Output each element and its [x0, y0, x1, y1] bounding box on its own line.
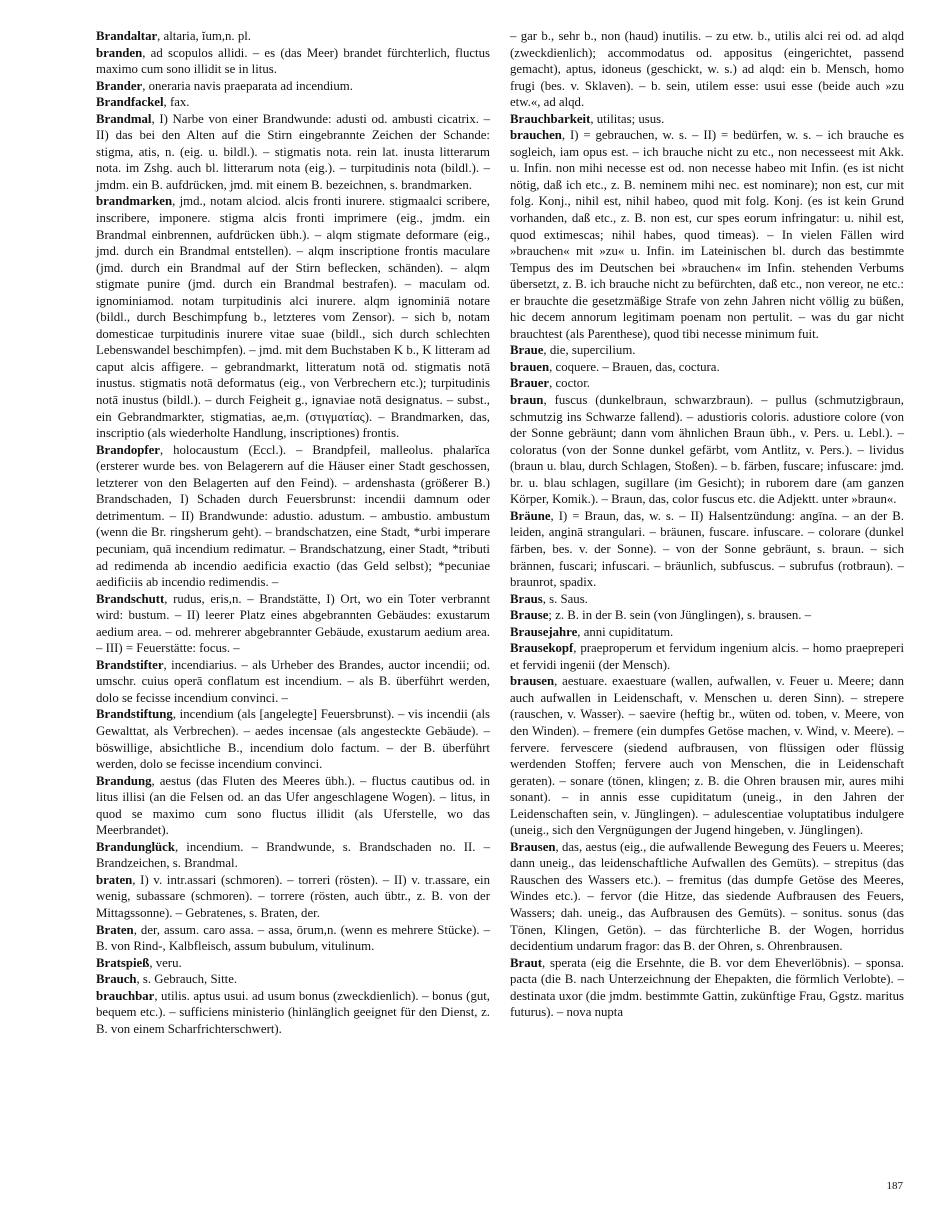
dictionary-entry [510, 375, 904, 392]
headword: Brandmal [96, 111, 152, 126]
headword: Bräune [510, 508, 551, 523]
entry-body: , fax. [163, 95, 190, 110]
entry-body: , coctor. [549, 376, 590, 391]
dictionary-entry [510, 673, 904, 838]
headword: brauen [510, 359, 550, 374]
entry-body: , oneraria navis praeparata ad incendium. [142, 78, 353, 93]
headword: Bratspieß [96, 955, 150, 970]
entry-body: , I) = Braun, das, w. s. – II) Halsentzündung: angīna. – an der B. leiden, anginā strangulari. – bräunen, fuscare. infuscare. – colorare (dunkel färben, bes. v. der Sonne). – von der Sonne gebräunt, s. braun. – sich brännen, fuscari; infuscari. – bräunlich, subfuscus. – subrufus (rotbraun). – braunrot, spadix. [510, 508, 904, 590]
entry-body: , veru. [149, 955, 182, 970]
dictionary-entry [96, 922, 490, 955]
headword: Braut [510, 955, 542, 970]
dictionary-entry [96, 988, 490, 1038]
entry-body: , altaria, ĭum,n. pl. [157, 29, 251, 43]
dictionary-entry [96, 971, 490, 988]
dictionary-entry [510, 342, 904, 359]
entry-body: , rudus, eris,n. – Brandstätte, I) Ort, wo ein Toter verbrannt wird: bustum. – II) leerer Platz eines abgebrannten Gebäudes: exustarum aedium area. – od. mehrerer abgebrannter Gebäude, exustarum aedium area. – III) = Feuerstätte: focus. – [96, 591, 490, 656]
entry-body: , s. Saus. [542, 591, 588, 606]
headword: Brandunglück [96, 839, 175, 854]
dictionary-entry [96, 111, 490, 194]
headword: Brandstifter [96, 657, 164, 672]
dictionary-entry [510, 839, 904, 955]
entry-body: , I) Narbe von einer Brandwunde: adusti od. ambusti cicatrix. – II) das bei den Alten auf die Stirn eingebrannte Zeichen der Schande: stigma, atis, n. (eig. u. bildl.). – stigmatis nota. rein lat. inusta litterarum nota. im Zshg. auch bl. litterarum nota (eig.). – turpitudinis nota (bildl.). – jmdm. ein B. aufdrücken, jmd. mit einem B. bezeichnen, s. brandmarken. [96, 111, 490, 192]
headword: brauchen [510, 128, 562, 143]
entry-body: , das, aestus (eig., die aufwallende Bewegung des Feuers u. Meeres; dann uneig., das leidenschaftliche Aufwallen des Gemüts). – strepitus (das Rauschen des Wassers etc.). – fremitus (das dumpfe Getöse des Meeres, Windes etc.). – fervor (die Hitze, das siedende Aufbrausen des Feuers, Wassers; dah. uneig., das Aufbrausen des Gemüts). – sonitus. sonus (das Tönen, Klingen, Getön). – das fürchterliche B. der Wogen, horridus decidentium undarum fragor: das B. der Ohren, s. Ohrenbrausen. [510, 839, 904, 954]
entry-body: , I) v. intr.assari (schmoren). – torreri (rösten). – II) v. tr.assare, ein wenig, subassare (schmoren). – torrere (rösten, auch übtr., z. B. von der Mittagssonne). – Gebratenes, s. Braten, der. [96, 872, 490, 920]
entry-body: , aestus (das Fluten des Meeres übh.). – fluctus cautibus od. in litus illisi (an die Felsen od. an das Ufer angeschlagene Wogen). – litus, in quod se maximo cum sono fluctus illidit (als Uferstelle, wo das Meerbrandet). [96, 773, 490, 838]
dictionary-entry [510, 359, 904, 376]
headword: Braus [510, 591, 543, 606]
dictionary-entry [510, 607, 904, 624]
entry-body: , jmd., notam alciod. alcis fronti inurere. stigmaalci scribere, inscribere, imponere. stigma alcis fronti imprimere (eig., jmdm. ein Brandmal einbrennen, aufdrücken übh.). – alqm stigmate deformare (eig., jmd. durch ein Brandmal entstellen). – alqm inscriptione frontis maculare (jmd. durch ein Brandmal auf der Stirn beflecken, schänden). – alqm stigmate punire (jmd. durch ein Brandmal bestrafen). – maculam od. ignominiamod. notam turpitudinis alci inurere. alqm ignominiā notare (bildl., durch Beschimpfung b., letzteres vom Zensor). – sich b, notam domesticae turpitudinis inurere vitae suae (bildl., sich durch schlechten Lebenswandel beschimpfen). – jmd. mit dem Buchstaben K b., K litteram ad caput alcis affigere. – gebrandmarkt, litteratum notā od. stigmatis notā inustus. stigmatis notā deformatus (eig., von Verbrechern etc.); turpitudinis notā inustus (bildl.). – durch Feigheit g., ignaviae notā designatus. – subst., ein Gebrandmarkter, stigmatias, ae,m. (στιγματίας). – Brandmarken, das, inscriptio (als wiederholte Handlung, inscriptiones) frontis. [96, 194, 490, 441]
entry-body: , sperata (eig die Ersehnte, die B. vor dem Eheverlöbnis). – sponsa. pacta (die B. nach Unterzeichnung der Ehepakten, die förmlich Verlobte). – destinata uxor (die jmdm. bestimmte Gattin, zukünftige Frau, Ggstz. maritus futurus). – nova nupta [510, 955, 904, 1020]
dictionary-entry [96, 591, 490, 657]
entry-body: , incendium (als [angelegte] Feuersbrunst). – vis incendii (als Gewalttat, als Verbrechen). – aedes incensae (als angesteckte Gebäude). – böswillige, absichtliche B., incendium dolo factum. – der B. überführt werden, dolo se fecisse incendium convinci. [96, 707, 490, 772]
dictionary-entry [510, 28, 904, 111]
headword: Brandung [96, 773, 152, 788]
headword: Brauer [510, 376, 550, 391]
dictionary-entry [96, 657, 490, 707]
dictionary-entry [510, 111, 904, 128]
entry-body: , holocaustum (Eccl.). – Brandpfeil, malleolus. phalarĭca (ersterer wurde bes. von Belagerern auf die Häuser einer Stadt geschossen, letzterer von den Belagerten auf den Feind). – ardenshasta (größerer B.) Brandschaden, I) Schaden durch Feuersbrunst: incendii damnum oder detrimentum. – II) Brandwunde: adustio. adustum. – ambustio. ambustum (wenn die Br. ringsherum geht). – brandschatzen, eine Stadt, *urbi imperare pecuniam, quā incendium redimatur. – Brandschatzung, einer Stadt, *tributi ad redimenda ab incendio aedificia exactio (das Geld selbst); *pecuniae aedificiis ab incendio redimendis. – [96, 442, 490, 590]
headword: Brausejahre [510, 624, 578, 639]
dictionary-entry [96, 706, 490, 772]
headword: Brausekopf [510, 641, 574, 656]
headword: Brauch [96, 972, 137, 987]
headword: Brauchbarkeit [510, 111, 591, 126]
dictionary-entry [96, 442, 490, 591]
dictionary-entry [96, 773, 490, 839]
dictionary-entry [96, 28, 490, 45]
dictionary-entry [96, 839, 490, 872]
headword: branden [96, 45, 143, 60]
entry-body: , utilitas; usus. [590, 111, 665, 126]
entry-body: , I) = gebrauchen, w. s. – II) = bedürfen, w. s. – ich brauche es sogleich, iam opus est. – ich brauche nicht zu etc., non necesseest mit Akk. u. Infin. non mihi necesse est od. non necesse habeo mit Infin. (es ist nicht nötig, daß ich etc., z. B. neminem mihi nec. est nominare); non est, cur mit folg. Konj., nihil est, nihil habeo, quod mit folg. Konj. (es ist kein Grund vorhanden, daß etc., z. B. non est, cur spes eorum infringatur: u. nihil est, quod extimescas; nihil habes, quod timeas). – In vielen Fällen wird »brauchen« mit »zu« u. Infin. im Lateinischen bl. durch das bestimmte Tempus des im Deutschen bei »brauchen« im Infin. stehenden Verbums übersetzt, z. B. ich brauche nicht zu befürchten, daß etc., non vereor, ne etc.: er brauchte die gesetzmäßige Strafe von zehn Jahren nicht völlig zu büßen, hic decem annorum legitimam poenam non pertulit. – was du gar nicht brauchtest (als Parenthese), quod tibi necesse minimum fuit. [510, 128, 904, 341]
dictionary-entry [96, 94, 490, 111]
entry-body: – gar b., sehr b., non (haud) inutilis. – zu etw. b., utilis alci rei od. ad alqd (zweckdienlich); accommodatus od. appositus (eingerichtet, passend gemacht), aptus, idoneus (geschickt, w. s.) ad alqd: ein b. Mensch, homo frugi (bes. v. Sklaven). – b. sein, utilem esse: usui esse (beide auch »zu etw.«, ad alqd. [510, 29, 904, 110]
entry-body: , incendium. – Brandwunde, s. Brandschaden no. II. – Brandzeichen, s. Brandmal. [96, 839, 490, 871]
headword: brausen [510, 674, 555, 689]
headword: Brause [510, 608, 549, 623]
page-number: 187 [886, 1180, 903, 1192]
headword: Brandschutt [96, 591, 165, 606]
headword: Brandaltar [96, 29, 158, 43]
headword: brandmarken [96, 194, 173, 209]
entry-body: , coquere. – Brauen, das, coctura. [549, 359, 720, 374]
headword: Brander [96, 78, 143, 93]
headword: Brandstiftung [96, 707, 173, 722]
right-column [510, 28, 904, 1021]
headword: Brandopfer [96, 442, 160, 457]
entry-body: , utilis. aptus usui. ad usum bonus (zweckdienlich). – bonus (gut, bequem etc.). – sufficiens ministerio (hinlänglich geeignet für den Dienst, z. B. von einem Scharfrichterschwert). [96, 988, 490, 1036]
dictionary-entry [510, 127, 904, 342]
dictionary-entry [510, 508, 904, 591]
dictionary-entry [510, 640, 904, 673]
dictionary-entry [96, 955, 490, 972]
entry-body: , s. Gebrauch, Sitte. [136, 972, 238, 987]
dictionary-entry [510, 392, 904, 508]
headword: braun [510, 393, 544, 408]
dictionary-entry [96, 78, 490, 95]
headword: Brausen [510, 839, 556, 854]
headword: Brandfackel [96, 95, 164, 110]
headword: Braue [510, 343, 544, 358]
left-column [96, 28, 490, 1037]
entry-body: , fuscus (dunkelbraun, schwarzbraun). – pullus (schmutzigbraun, schmutzig ins Schwarze fallend). – adustioris coloris. adustiore colore (von der Sonne gebräunt; dann vom ähnlichen Braun übh., v. Pers. u. Lebl.). – coloratus (von der Sonne dunkel gefärbt, vom Antlitz, v. Pers.). – lividus (braun u. blau, durch Schlagen, Stoßen). – b. färben, fuscare; infuscare: jmd. br. u. blau schlagen, sugillare (im Gesicht); in ruborem dare (am ganzen Körper, Komik.). – Braun, das, color fuscus etc. die Adjektt. unter »braun«. [510, 393, 904, 507]
entry-body: , ad scopulos allidi. – es (das Meer) brandet fürchterlich, fluctus maximo cum sono illidit se in litus. [96, 45, 490, 77]
headword: brauchbar [96, 988, 155, 1003]
entry-body: , die, supercilium. [543, 343, 636, 358]
dictionary-entry [510, 955, 904, 1021]
dictionary-entry [510, 624, 904, 641]
dictionary-entry [510, 591, 904, 608]
entry-body: , praeproperum et fervidum ingenium alcis. – homo praepreperi et fervidi ingenii (der Mensch). [510, 641, 904, 672]
entry-body: , der, assum. caro assa. – assa, ōrum,n. (wenn es mehrere Stücke). – B. von Rind-, Kalbfleisch, assum bubulum, vitulinum. [96, 922, 490, 954]
entry-body: ; z. B. in der B. sein (von Jünglingen), s. brausen. – [548, 608, 812, 623]
dictionary-entry [96, 45, 490, 78]
dictionary-entry [96, 872, 490, 922]
headword: braten [96, 872, 133, 887]
dictionary-entry [96, 193, 490, 441]
entry-body: , aestuare. exaestuare (wallen, aufwallen, v. Feuer u. Meere; dann auch aufwallen in Leidenschaft, v. Menschen u. deren Sinn). – strepere (rauschen, v. Wasser). – saevire (heftig br., wüten od. toben, v. Meere, von den Winden). – fremere (ein dumpfes Getöse machen, v. Wind, v. Meere). – fervere. fervescere (siedend aufbrausen, von flüssigen oder flüssig werdenden Stoffen; fervere auch von Menschen, die in Leidenschaft geraten). – sonare (tönen, klingen; z. B. die Ohren brausen mir, aures mihi sonant). – in annis esse cupiditatum (uneig., in den Jahren der Leidenschaften sein, v. Jünglingen). – adulescentiae voluptatibus indulgere (uneig., sich den Vergnügungen der Jugend hingeben, v. Jünglingen). [510, 674, 904, 838]
entry-body: , anni cupiditatum. [577, 624, 674, 639]
headword: Braten [96, 922, 134, 937]
entry-body: , incendiarius. – als Urheber des Brandes, auctor incendii; od. umschr. cuius operā conflatum est incendium. – als B. überführt werden, dolo se fecisse incendium convinci. – [96, 657, 490, 705]
